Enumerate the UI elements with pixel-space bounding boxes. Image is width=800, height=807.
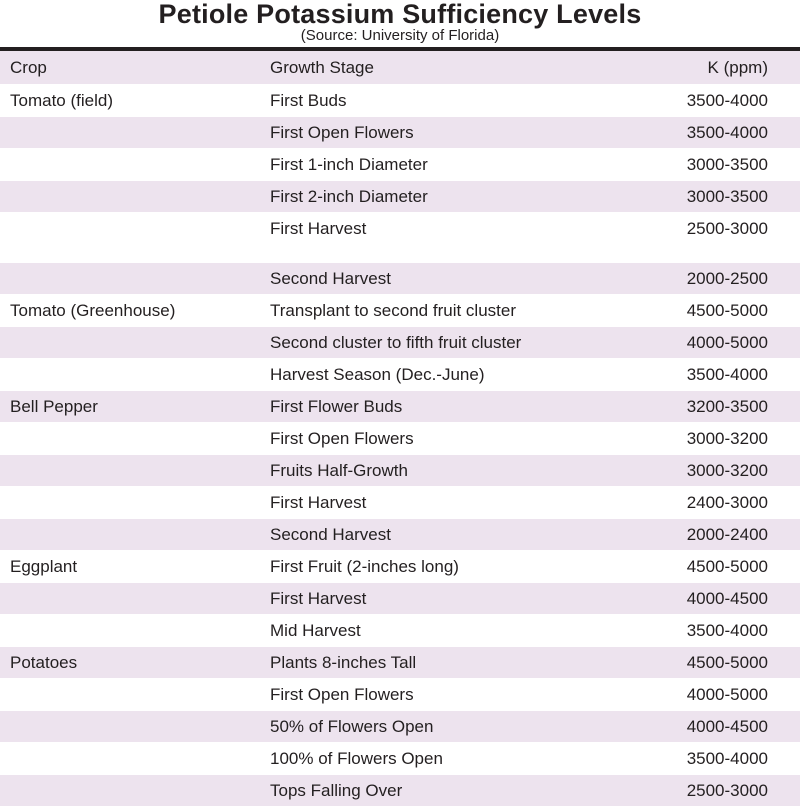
table-row bbox=[0, 647, 800, 679]
cell-k-ppm: 4000-4500 bbox=[662, 711, 800, 743]
table-row bbox=[0, 213, 800, 263]
cell-k-ppm: 3000-3200 bbox=[662, 423, 800, 455]
cell-growth-stage: First Open Flowers bbox=[262, 117, 662, 149]
cell-growth-stage: First Harvest bbox=[262, 213, 662, 263]
table-row bbox=[0, 423, 800, 455]
cell-k-ppm: 4000-5000 bbox=[662, 679, 800, 711]
cell-k-ppm: 3200-3500 bbox=[662, 391, 800, 423]
table-row bbox=[0, 85, 800, 117]
cell-crop bbox=[0, 423, 262, 455]
table-row bbox=[0, 743, 800, 775]
cell-crop bbox=[0, 583, 262, 615]
table-row bbox=[0, 149, 800, 181]
table-row bbox=[0, 583, 800, 615]
cell-k-ppm: 4500-5000 bbox=[662, 295, 800, 327]
cell-crop bbox=[0, 181, 262, 213]
cell-growth-stage: Second Harvest bbox=[262, 519, 662, 551]
cell-growth-stage: First Fruit (2-inches long) bbox=[262, 551, 662, 583]
cell-growth-stage: Second Harvest bbox=[262, 263, 662, 295]
cell-crop bbox=[0, 117, 262, 149]
cell-k-ppm: 3500-4000 bbox=[662, 615, 800, 647]
cell-k-ppm: 2400-3000 bbox=[662, 487, 800, 519]
cell-crop bbox=[0, 775, 262, 807]
table-row bbox=[0, 359, 800, 391]
cell-growth-stage: Plants 8-inches Tall bbox=[262, 647, 662, 679]
cell-k-ppm: 3500-4000 bbox=[662, 117, 800, 149]
cell-crop bbox=[0, 149, 262, 181]
table-row bbox=[0, 295, 800, 327]
cell-growth-stage: First Harvest bbox=[262, 583, 662, 615]
cell-crop bbox=[0, 615, 262, 647]
table-row bbox=[0, 775, 800, 807]
cell-growth-stage: First Open Flowers bbox=[262, 679, 662, 711]
cell-growth-stage: First 2-inch Diameter bbox=[262, 181, 662, 213]
cell-growth-stage: First 1-inch Diameter bbox=[262, 149, 662, 181]
potassium-table bbox=[0, 51, 800, 807]
cell-growth-stage: Second cluster to fifth fruit cluster bbox=[262, 327, 662, 359]
cell-crop bbox=[0, 213, 262, 263]
table-row bbox=[0, 327, 800, 359]
cell-crop bbox=[0, 263, 262, 295]
cell-growth-stage: Fruits Half-Growth bbox=[262, 455, 662, 487]
cell-growth-stage: 50% of Flowers Open bbox=[262, 711, 662, 743]
table-row bbox=[0, 711, 800, 743]
cell-growth-stage: First Flower Buds bbox=[262, 391, 662, 423]
cell-crop bbox=[0, 487, 262, 519]
page-subtitle: (Source: University of Florida) bbox=[300, 27, 500, 44]
cell-crop: Tomato (Greenhouse) bbox=[0, 295, 262, 327]
cell-crop: Eggplant bbox=[0, 551, 262, 583]
cell-growth-stage: Harvest Season (Dec.-June) bbox=[262, 359, 662, 391]
cell-growth-stage: Mid Harvest bbox=[262, 615, 662, 647]
cell-crop bbox=[0, 743, 262, 775]
table-row bbox=[0, 455, 800, 487]
cell-crop bbox=[0, 455, 262, 487]
cell-k-ppm: 2500-3000 bbox=[662, 775, 800, 807]
table-body bbox=[0, 85, 800, 807]
cell-growth-stage: First Harvest bbox=[262, 487, 662, 519]
cell-k-ppm: 3000-3500 bbox=[662, 181, 800, 213]
cell-k-ppm: 2500-3000 bbox=[662, 213, 800, 263]
cell-crop bbox=[0, 519, 262, 551]
cell-crop bbox=[0, 679, 262, 711]
cell-k-ppm: 4500-5000 bbox=[662, 647, 800, 679]
table-row bbox=[0, 181, 800, 213]
cell-growth-stage: First Open Flowers bbox=[262, 423, 662, 455]
cell-crop: Tomato (field) bbox=[0, 85, 262, 117]
cell-k-ppm: 3500-4000 bbox=[662, 359, 800, 391]
cell-k-ppm: 4500-5000 bbox=[662, 551, 800, 583]
table-row bbox=[0, 551, 800, 583]
cell-k-ppm: 3000-3500 bbox=[662, 149, 800, 181]
cell-crop bbox=[0, 711, 262, 743]
cell-k-ppm: 3500-4000 bbox=[662, 743, 800, 775]
column-header-k-ppm: K (ppm) bbox=[662, 51, 800, 85]
table-row bbox=[0, 391, 800, 423]
table-row bbox=[0, 263, 800, 295]
cell-crop bbox=[0, 359, 262, 391]
cell-k-ppm: 4000-5000 bbox=[662, 327, 800, 359]
cell-growth-stage: 100% of Flowers Open bbox=[262, 743, 662, 775]
table-row bbox=[0, 679, 800, 711]
cell-k-ppm: 2000-2400 bbox=[662, 519, 800, 551]
cell-growth-stage: First Buds bbox=[262, 85, 662, 117]
cell-k-ppm: 2000-2500 bbox=[662, 263, 800, 295]
cell-crop bbox=[0, 327, 262, 359]
table-header-row bbox=[0, 51, 800, 85]
table-row bbox=[0, 117, 800, 149]
cell-k-ppm: 3000-3200 bbox=[662, 455, 800, 487]
cell-k-ppm: 4000-4500 bbox=[662, 583, 800, 615]
cell-growth-stage: Tops Falling Over bbox=[262, 775, 662, 807]
column-header-crop: Crop bbox=[0, 51, 262, 85]
page-title: Petiole Potassium Sufficiency Levels bbox=[158, 0, 642, 29]
cell-growth-stage: Transplant to second fruit cluster bbox=[262, 295, 662, 327]
table-row bbox=[0, 487, 800, 519]
column-header-growth-stage: Growth Stage bbox=[262, 51, 662, 85]
cell-crop: Bell Pepper bbox=[0, 391, 262, 423]
cell-crop: Potatoes bbox=[0, 647, 262, 679]
table-row bbox=[0, 615, 800, 647]
table-row bbox=[0, 519, 800, 551]
cell-k-ppm: 3500-4000 bbox=[662, 85, 800, 117]
